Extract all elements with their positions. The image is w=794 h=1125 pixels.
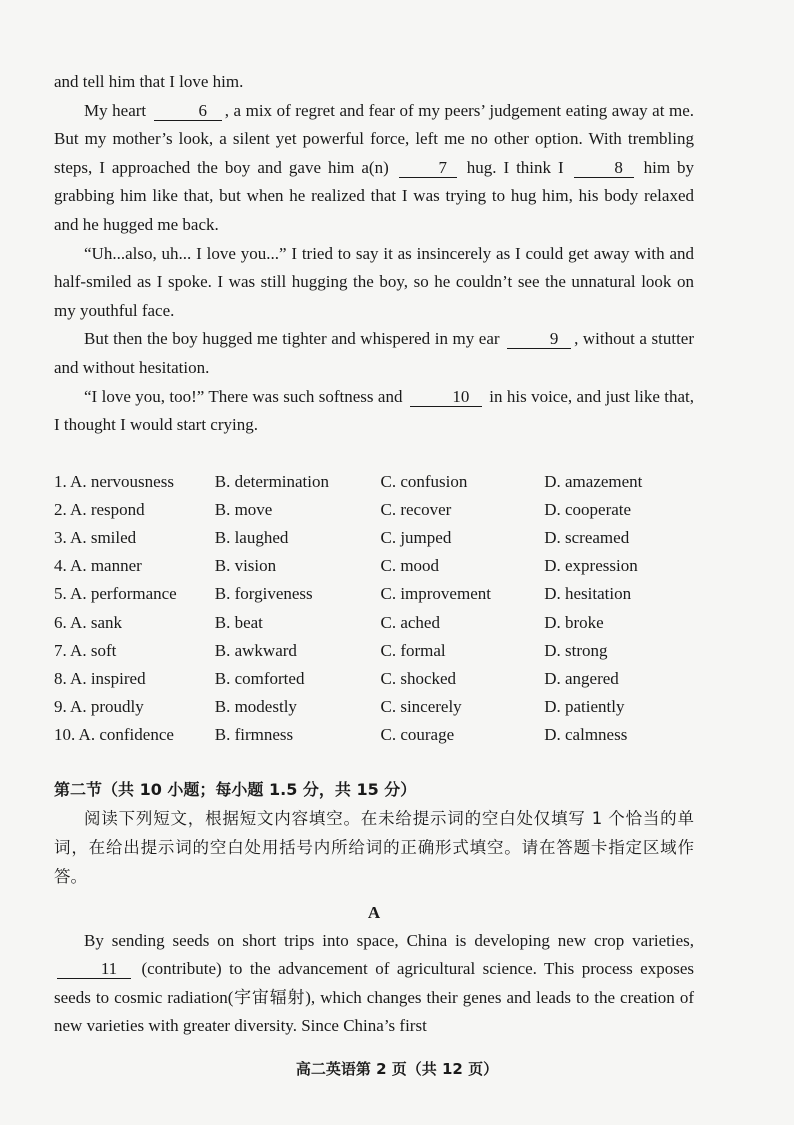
- page-footer: 高二英语第 2 页（共 12 页）: [295, 1060, 499, 1078]
- option-a: 5. A. performance: [54, 584, 177, 604]
- option-c: C. courage: [380, 725, 455, 745]
- option-d: D. calmness: [544, 725, 628, 745]
- option-row: [54, 637, 694, 665]
- option-b: B. vision: [214, 556, 277, 576]
- option-row: [54, 496, 694, 524]
- option-a: 6. A. sank: [54, 612, 122, 632]
- option-b: B. determination: [214, 471, 330, 491]
- option-row: [54, 721, 694, 749]
- text-span: , a mix of regret and fear of my peers’ judgement eating away at me. But my mother’s look, a silent yet powerful force, left me no other option. With trembling steps, I approached the boy and gave him a(n): [54, 100, 695, 177]
- blank-7: 7: [399, 159, 457, 178]
- passage-paragraph-3: [54, 325, 694, 382]
- option-c: C. sincerely: [380, 697, 462, 717]
- option-b: B. modestly: [214, 697, 297, 717]
- answer-options: [54, 468, 694, 750]
- option-c: C. improvement: [380, 584, 491, 604]
- option-d: D. amazement: [544, 471, 643, 491]
- option-c: C. jumped: [380, 528, 452, 548]
- option-row: [54, 552, 694, 580]
- option-a: 4. A. manner: [54, 556, 142, 576]
- option-d: D. broke: [544, 612, 604, 632]
- option-d: D. expression: [544, 556, 638, 576]
- passage-paragraph-1: [54, 97, 694, 240]
- text-span: But then the boy hugged me tighter and whispered in my ear: [84, 329, 500, 349]
- option-a: 2. A. respond: [54, 499, 145, 519]
- option-b: B. comforted: [214, 669, 305, 689]
- text-span: “I love you, too!” There was such softness and: [84, 386, 403, 406]
- blank-8: 8: [574, 159, 634, 178]
- option-row: [54, 524, 694, 552]
- option-c: C. recover: [380, 499, 452, 519]
- option-row: [54, 665, 694, 693]
- text-span: , without a stutter and without hesitation.: [54, 329, 694, 377]
- option-d: D. strong: [544, 640, 608, 660]
- text-span: (contribute) to the advancement of agricultural science. This process exposes seeds to cosmic radiation(宇宙辐射), which changes their genes and leads to the creation of new varieties with greater diversity. Since China’s first: [54, 959, 695, 1036]
- option-a: 8. A. inspired: [54, 669, 146, 689]
- blank-9: 9: [507, 330, 571, 349]
- option-row: [54, 580, 694, 608]
- option-c: C. shocked: [380, 669, 457, 689]
- text-span: hug. I think I: [466, 157, 564, 177]
- blank-6: 6: [154, 102, 222, 121]
- option-d: D. screamed: [544, 528, 630, 548]
- option-a: 9. A. proudly: [54, 697, 144, 717]
- option-d: D. patiently: [544, 697, 625, 717]
- text-span: My heart: [84, 100, 147, 120]
- option-b: B. laughed: [214, 528, 289, 548]
- text-span: in his voice, and just like that, I thought I would start crying.: [54, 386, 695, 435]
- option-b: B. forgiveness: [214, 584, 313, 604]
- option-row: [54, 609, 694, 637]
- option-b: B. beat: [214, 612, 263, 632]
- section-heading: 第二节（共 10 小题；每小题 1.5 分，共 15 分）: [54, 779, 417, 799]
- option-b: B. move: [214, 499, 273, 519]
- blank-11: 11: [57, 960, 131, 979]
- blank-10: 10: [410, 388, 482, 407]
- option-d: D. hesitation: [544, 584, 632, 604]
- passage-paragraph-4: [54, 383, 694, 440]
- passage-title: A: [367, 902, 381, 922]
- option-d: D. cooperate: [544, 499, 632, 519]
- passage-paragraph-2: “Uh...also, uh... I love you...” I tried to say it as insincerely as I could get away with and half-smiled as I spoke. I was still hugging the boy, so he couldn’t see the unnatural look on my youthful face.: [54, 243, 694, 320]
- text-span: By sending seeds on short trips into space, China is developing new crop varieties,: [84, 930, 694, 950]
- option-b: B. firmness: [214, 725, 294, 745]
- option-b: B. awkward: [214, 640, 297, 660]
- option-a: 7. A. soft: [54, 640, 117, 660]
- option-a: 10. A. confidence: [54, 725, 174, 745]
- option-d: D. angered: [544, 669, 619, 689]
- option-c: C. ached: [380, 612, 440, 632]
- passage-paragraph-0: and tell him that I love him.: [54, 72, 244, 91]
- option-a: 1. A. nervousness: [54, 471, 174, 491]
- option-row: [54, 468, 694, 496]
- option-row: [54, 693, 694, 721]
- text-span: him by grabbing him like that, but when he realized that I was trying to hug him, his body relaxed and he hugged me back.: [54, 157, 695, 234]
- section-instructions: 阅读下列短文，根据短文内容填空。在未给提示词的空白处仅填写 1 个恰当的单词，在给出提示词的空白处用括号内所给词的正确形式填空。请在答题卡指定区域作答。: [54, 808, 694, 886]
- option-a: 3. A. smiled: [54, 528, 137, 548]
- option-c: C. confusion: [380, 471, 468, 491]
- passage-a-paragraph: [54, 927, 694, 1041]
- option-c: C. formal: [380, 640, 446, 660]
- option-c: C. mood: [380, 556, 440, 576]
- exam-page: [54, 68, 694, 1041]
